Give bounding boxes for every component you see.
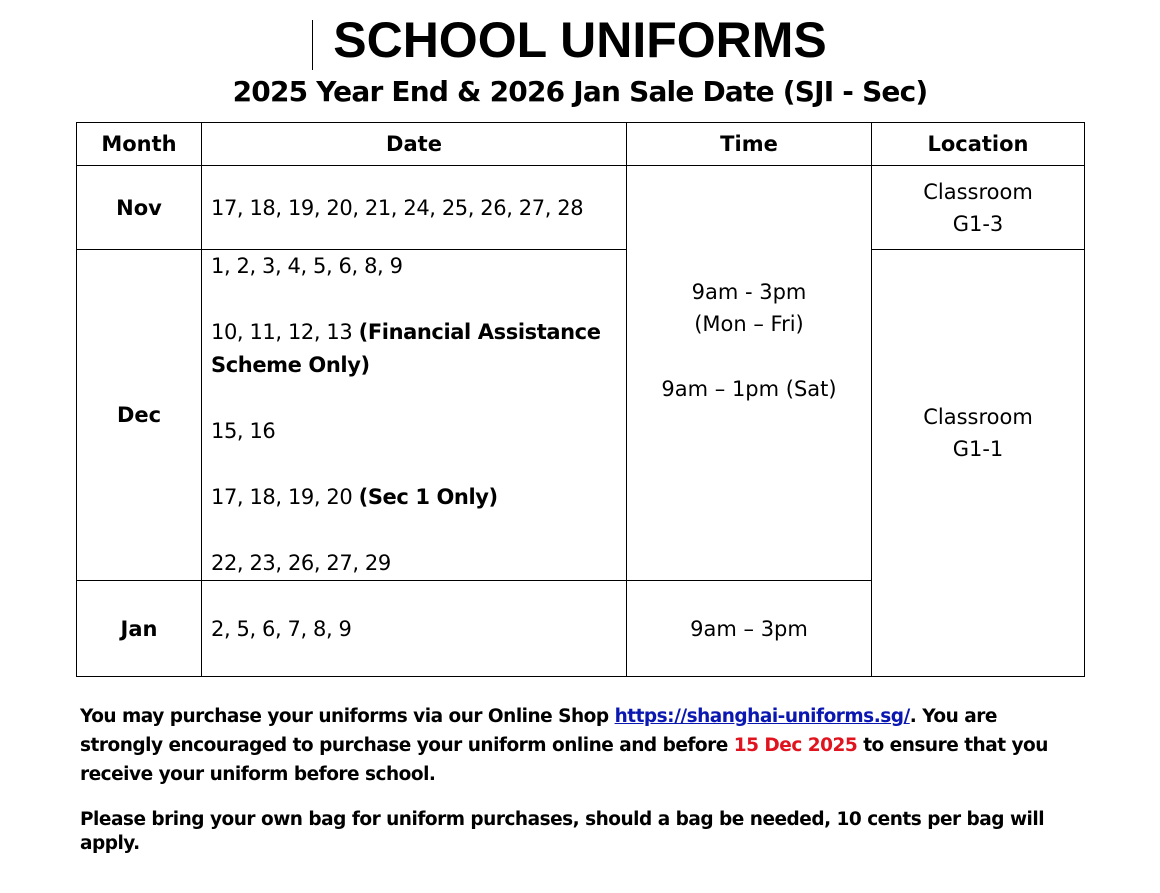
date-list: 1, 2, 3, 4, 5, 6, 8, 9 <box>211 254 403 278</box>
time-cell: 9am – 3pm <box>627 581 872 677</box>
date-list: 10, 11, 12, 13 <box>211 320 359 344</box>
online-shop-notice <box>80 702 1070 789</box>
time-weekday: 9am - 3pm <box>691 279 807 304</box>
date-list: 22, 23, 26, 27, 29 <box>211 551 391 575</box>
spacer <box>627 405 871 471</box>
date-list: 17, 18, 19, 20 <box>211 485 359 509</box>
date-cell: 17, 18, 19, 20, 21, 24, 25, 26, 27, 28 <box>202 166 627 250</box>
date-cell: 2, 5, 6, 7, 8, 9 <box>202 581 627 677</box>
spacer <box>211 283 626 316</box>
column-header-date: Date <box>202 123 627 166</box>
location-cell <box>872 250 1085 677</box>
notice-text: You may purchase your uniforms via our Online Shop <box>80 706 615 727</box>
date-cell <box>202 250 627 581</box>
time-weekday-days: (Mon – Fri) <box>694 311 804 336</box>
spacer <box>211 514 626 547</box>
table-row-nov <box>77 166 1085 250</box>
month-cell: Jan <box>77 581 202 677</box>
date-group <box>211 547 626 580</box>
spacer <box>872 465 1084 525</box>
spacer <box>211 382 626 415</box>
spacer <box>211 448 626 481</box>
date-group <box>211 415 626 448</box>
column-header-month: Month <box>77 123 202 166</box>
column-header-time: Time <box>627 123 872 166</box>
table-header-row <box>77 123 1085 166</box>
location-room: G1-1 <box>952 437 1004 461</box>
date-note: (Financial Assistance Scheme Only) <box>211 320 601 377</box>
sale-schedule-table <box>76 122 1085 677</box>
page-subtitle: 2025 Year End & 2026 Jan Sale Date (SJI - Sec) <box>232 75 928 108</box>
table-row-dec <box>77 250 1085 581</box>
location-line: Classroom <box>923 179 1033 204</box>
date-group <box>211 250 626 283</box>
location-room: G1-3 <box>952 211 1004 236</box>
time-saturday: 9am – 1pm (Sat) <box>661 376 837 401</box>
location-cell <box>872 166 1085 250</box>
date-group <box>211 316 626 382</box>
date-list: 15, 16 <box>211 419 276 443</box>
column-header-location: Location <box>872 123 1085 166</box>
date-group <box>211 481 626 514</box>
time-cell <box>627 166 872 581</box>
deadline-date: 15 Dec 2025 <box>733 735 858 756</box>
location-line: Classroom <box>923 405 1033 429</box>
date-note: (Sec 1 Only) <box>358 485 498 509</box>
bag-notice: Please bring your own bag for uniform purchases, should a bag be needed, 10 cents per bag will apply. <box>80 809 1045 854</box>
month-cell: Nov <box>77 166 202 250</box>
notice-text: . You are strongly encouraged to purchase your uniform online and before <box>80 706 997 756</box>
spacer <box>627 340 871 373</box>
month-cell: Dec <box>77 250 202 581</box>
notice-text: to ensure that you receive your uniform before school. <box>80 735 1048 785</box>
online-shop-link[interactable]: https://shanghai-uniforms.sg/ <box>614 706 910 727</box>
page-title: SCHOOL UNIFORMS <box>333 12 827 68</box>
